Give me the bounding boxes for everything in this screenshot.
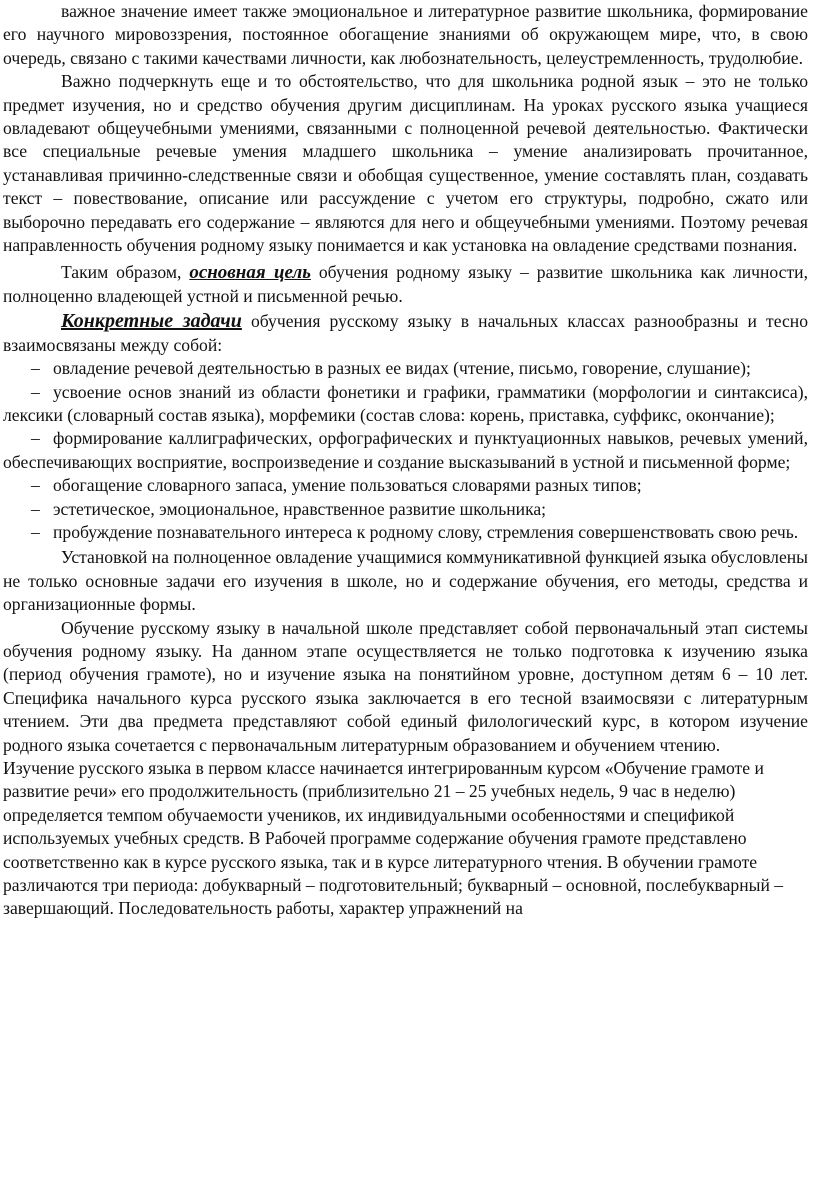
paragraph-primary-school: Обучение русскому языку в начальной школе представляет собой первоначальный этап системы обучения родному языку. На данном этапе осуществляется не только подготовка к изучению языка (период обучения грамоте), но и изучение языка на понятийном уровне, доступном детям 6 – 10 лет. Специфика начального курса русского языка заключается в его тесной взаимосвязи с литературным чтением. Эти два предмета представляют собой единый филологический курс, в котором изучение родного языка сочетается с первоначальным литературным образованием и обучением чтению. xyxy=(3,617,808,755)
paragraph-communicative-function: Установкой на полноценное овладение учащимися коммуникативной функцией языка обусловлены не только основные задачи его изучения в школе, но и содержание обучения, его методы, средства и организационные формы. xyxy=(3,547,808,615)
task-item xyxy=(3,381,808,428)
dash-marker: – xyxy=(31,381,40,402)
task-item xyxy=(3,357,808,380)
concrete-tasks-emphasis: Конкретные задачи xyxy=(61,310,242,333)
dash-marker: – xyxy=(31,521,40,542)
main-goal-lead: Таким образом, xyxy=(61,262,190,283)
task-text: усвоение основ знаний из области фонетики и графики, грамматики (морфологии и синтаксиса), лексики (словарный состав языка), морфемики (состав слова: корень, приставка, суффикс, окончание); xyxy=(3,381,808,425)
task-item xyxy=(3,521,808,544)
paragraph-first-grade: Изучение русского языка в первом классе начинается интегрированным курсом «Обучение грамоте и развитие речи» его продолжительность (приблизительно 21 – 25 учебных недель, 9 час в неделю) определяется темпом обучаемости учеников, их индивидуальными особенностями и спецификой используемых учебных средств. В Рабочей программе содержание обучения грамоте представлено соответственно как в курсе русского языка, так и в курсе литературного чтения. В обучении грамоте различаются три периода: добукварный – подготовительный; букварный – основной, послебукварный – завершающий. Последовательность работы, характер упражнений на xyxy=(3,758,784,919)
task-item xyxy=(3,474,808,497)
task-text: эстетическое, эмоциональное, нравственное развитие школьника; xyxy=(53,498,547,519)
concrete-tasks-text: обучения русскому языку в начальных классах разнообразны и тесно взаимосвязаны между собой: xyxy=(3,311,809,355)
task-text: формирование каллиграфических, орфографических и пунктуационных навыков, речевых умений, обеспечивающих восприятие, воспроизведение и создание высказываний в устной и письменной форме; xyxy=(3,428,808,472)
paragraph-development: важное значение имеет также эмоциональное и литературное развитие школьника, формирование его научного мировоззрения, постоянное обогащение знаниями об окружающем мире, что, в свою очередь, связано с такими качествами личности, как любознательность, целеустремленность, трудолюбие. xyxy=(3,1,808,68)
paragraph-concrete-tasks xyxy=(3,310,808,357)
task-item xyxy=(3,427,808,474)
main-goal-text: обучения родному языку – развитие школьника как личности, полноценно владеющей устной и письменной речью. xyxy=(3,262,808,306)
dash-marker: – xyxy=(31,358,40,379)
task-item xyxy=(3,498,808,521)
paragraph-native-language: Важно подчеркнуть еще и то обстоятельство, что для школьника родной язык – это не только предмет изучения, но и средство обучения другим дисциплинам. На уроках русского языка учащиеся овладевают общеучебными умениями, связанными с полноценной речевой деятельностью. Фактически все специальные речевые умения младшего школьника – умение анализировать прочитанное, устанавливая причинно-следственные связи и обобщая существенное, умение составлять план, создавать текст – повествование, описание или рассуждение с учетом его структуры, подробно, сжато или выборочно передавать его содержание – являются для него и общеучебными умениями. Поэтому речевая направленность обучения родному языку понимается и как установка на овладение средствами познания. xyxy=(3,71,808,256)
main-goal-emphasis: основная цель xyxy=(189,262,311,284)
task-text: пробуждение познавательного интереса к родному слову, стремления совершенствовать свою речь. xyxy=(53,521,799,542)
paragraph-main-goal xyxy=(3,261,808,308)
dash-marker: – xyxy=(31,428,40,449)
task-text: обогащение словарного запаса, умение пользоваться словарями разных типов; xyxy=(53,475,642,496)
dash-marker: – xyxy=(31,498,40,519)
dash-marker: – xyxy=(31,475,40,496)
task-text: овладение речевой деятельностью в разных ее видах (чтение, письмо, говорение, слушание); xyxy=(53,358,751,379)
